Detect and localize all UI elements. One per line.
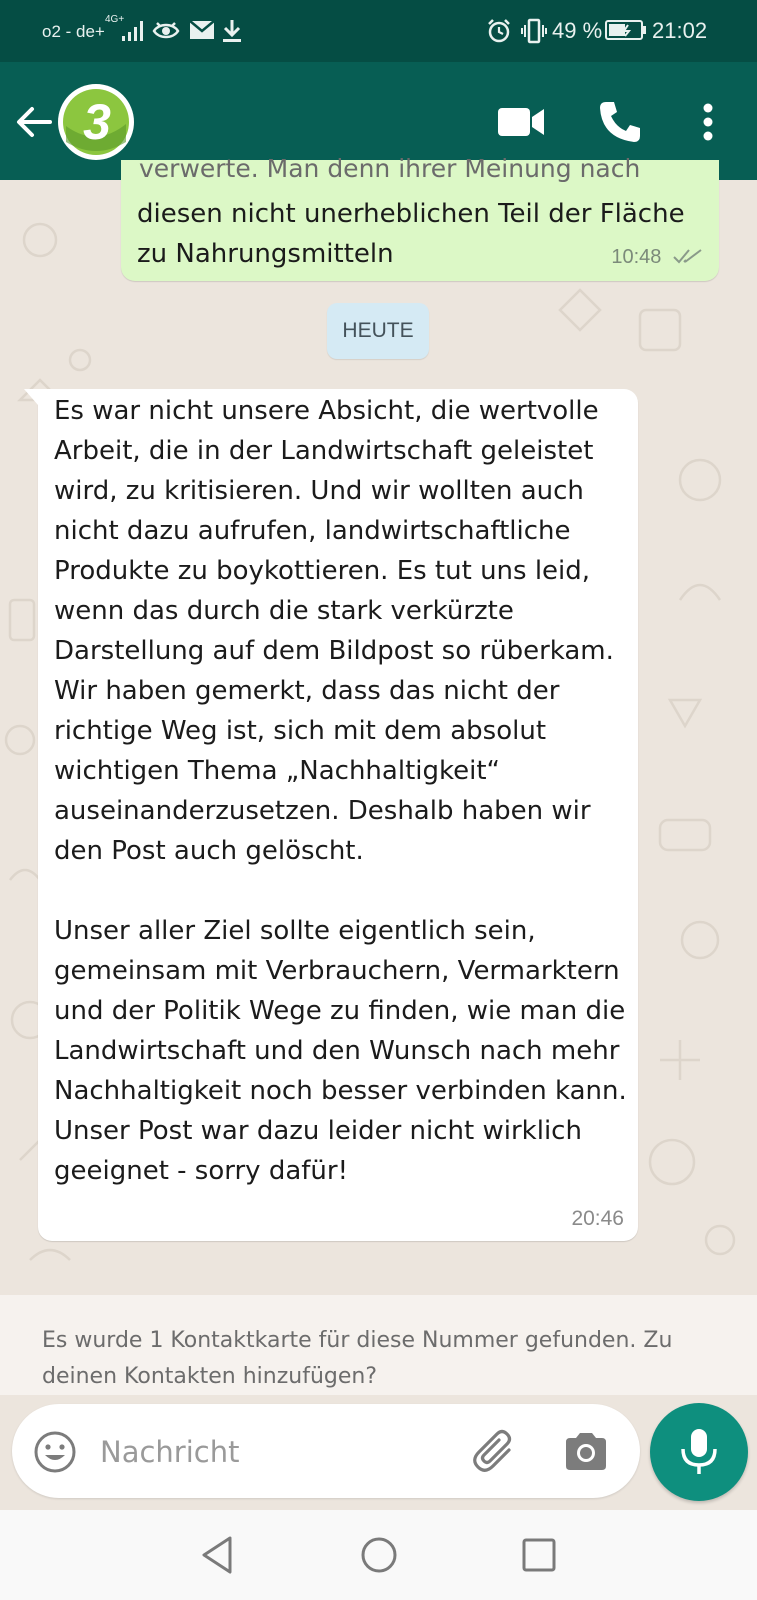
network-type: 4G+ <box>105 14 125 25</box>
eye-icon <box>152 18 180 44</box>
carrier-name: o2 - de+ <box>42 22 105 41</box>
alarm-icon <box>486 18 512 44</box>
incoming-message[interactable] <box>38 389 638 1241</box>
outgoing-message-cut-text: verwerte. Man denn ihrer Meinung nach <box>139 154 641 183</box>
outgoing-message-time: 10:48 <box>611 246 662 268</box>
battery-percent: 49 % <box>552 18 603 43</box>
message-composer <box>12 1404 640 1498</box>
signal-icon <box>120 18 148 42</box>
mic-icon <box>677 1427 721 1477</box>
nav-recents-icon[interactable] <box>518 1534 560 1576</box>
bubble-tail <box>24 389 38 405</box>
mail-icon <box>188 18 216 42</box>
outgoing-message-text: diesen nicht unerheblichen Teil der Fläche zu Nahrungsmitteln <box>137 199 685 269</box>
incoming-message-paragraph-2: Unser aller Ziel sollte eigentlich sein, gemeinsam mit Verbrauchern, Vermarktern und der Politik Wege zu finden, wie man die Landwirtschaft und den Wunsch nach mehr Nachhaltigkeit noch besser verbinden kann. Unser Post war dazu leider nicht wirklich geeignet - sorry dafür! <box>54 916 627 1186</box>
video-call-button[interactable] <box>496 102 548 142</box>
status-bar <box>0 0 757 62</box>
phone-icon <box>596 98 644 146</box>
voice-message-button[interactable] <box>650 1403 748 1501</box>
incoming-message-paragraph-1: Es war nicht unsere Absicht, die wertvolle Arbeit, die in der Landwirtschaft geleistet wird, zu kritisieren. Und wir wollten auch nicht dazu aufrufen, landwirtschaftliche Produkte zu boykottieren. Es tut uns leid, wenn das durch die stark verkürzte Darstellung auf dem Bildpost so rüberkam. Wir haben gemerkt, dass das nicht der richtige Weg ist, sich mit dem absolut wichtigen Thema „Nachhaltigkeit“ auseinanderzusetzen. Deshalb haben wir den Post auch gelöscht. <box>54 396 614 866</box>
contact-avatar[interactable] <box>58 84 134 160</box>
back-button[interactable] <box>12 100 56 144</box>
more-vert-icon <box>696 98 720 146</box>
outgoing-message-meta <box>611 246 703 269</box>
nav-home-icon[interactable] <box>358 1534 400 1576</box>
attach-button[interactable] <box>469 1426 521 1478</box>
overflow-menu-button[interactable] <box>696 98 720 146</box>
add-contact-notice[interactable] <box>0 1295 757 1395</box>
message-input[interactable] <box>98 1422 462 1482</box>
back-arrow-icon <box>12 100 56 144</box>
add-contact-notice-text: Es wurde 1 Kontaktkarte für diese Nummer gefunden. Zu deinen Kontakten hinzufügen? <box>42 1328 673 1389</box>
camera-icon <box>562 1428 610 1476</box>
incoming-message-time: 20:46 <box>571 1207 624 1230</box>
double-check-icon <box>673 248 703 264</box>
emoji-icon <box>32 1429 78 1475</box>
emoji-button[interactable] <box>32 1429 78 1475</box>
system-navigation-bar <box>0 1510 757 1600</box>
chat-area[interactable] <box>0 154 757 1295</box>
voice-call-button[interactable] <box>596 98 644 146</box>
attach-icon <box>469 1426 521 1478</box>
video-call-icon <box>496 102 548 142</box>
vibrate-icon <box>520 18 548 44</box>
day-divider: HEUTE <box>327 303 429 359</box>
avatar-text: 3 <box>83 94 111 150</box>
nav-back-icon[interactable] <box>198 1534 238 1576</box>
download-icon <box>220 18 244 44</box>
battery-icon <box>604 18 648 42</box>
clock: 21:02 <box>652 18 708 43</box>
outgoing-message[interactable] <box>121 154 719 281</box>
camera-button[interactable] <box>562 1428 610 1476</box>
brand-logo-icon <box>58 84 134 160</box>
